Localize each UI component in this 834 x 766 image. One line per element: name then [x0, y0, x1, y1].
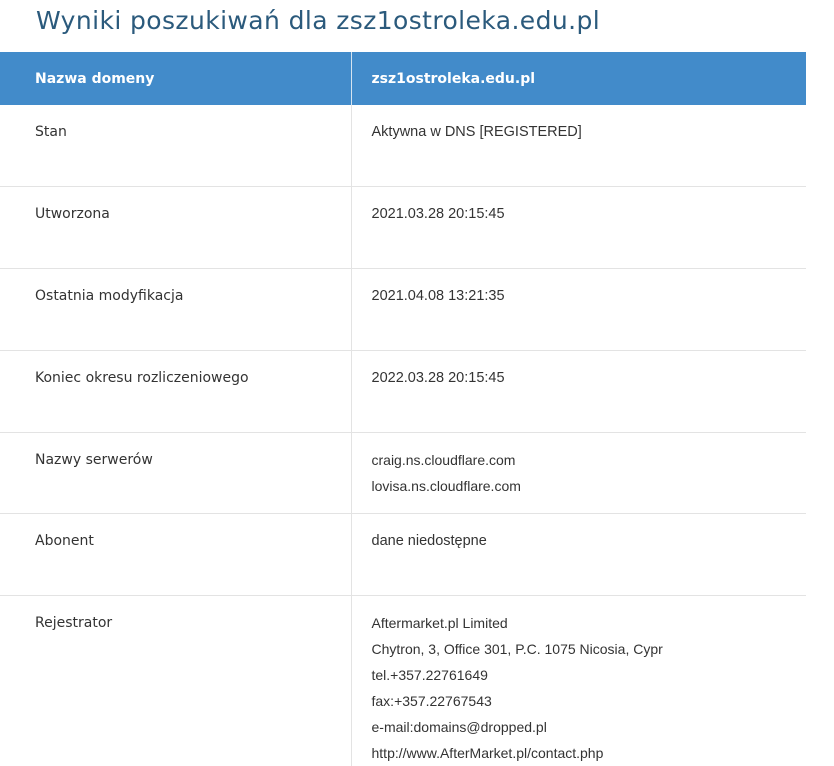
row-label-registrar	[0, 596, 351, 766]
table-row-billing-end	[0, 351, 806, 433]
table-row-status	[0, 105, 806, 187]
row-value-registrant	[351, 514, 806, 596]
row-value-text: dane niedostępne	[372, 528, 807, 554]
nameserver-item: lovisa.ns.cloudflare.com	[372, 473, 807, 499]
row-label-text: Koniec okresu rozliczeniowego	[35, 365, 351, 391]
registrar-contact-url: http://www.AfterMarket.pl/contact.php	[372, 740, 807, 766]
table-row-registrar	[0, 596, 806, 766]
header-key-cell: Nazwa domeny	[0, 52, 351, 105]
row-label-text: Abonent	[35, 528, 351, 554]
row-value-text: 2021.03.28 20:15:45	[372, 201, 807, 227]
row-label-text: Ostatnia modyfikacja	[35, 283, 351, 309]
row-value-text: 2022.03.28 20:15:45	[372, 365, 807, 391]
registrar-address: Chytron, 3, Office 301, P.C. 1075 Nicosia, Cypr	[372, 636, 807, 662]
row-label-text: Utworzona	[35, 201, 351, 227]
registrar-name: Aftermarket.pl Limited	[372, 610, 807, 636]
row-label-status	[0, 105, 351, 187]
row-label-modified	[0, 269, 351, 351]
row-label-registrant	[0, 514, 351, 596]
registrar-fax: fax:+357.22767543	[372, 688, 807, 714]
registrar-email: e-mail:domains@dropped.pl	[372, 714, 807, 740]
row-value-text: 2021.04.08 13:21:35	[372, 283, 807, 309]
table-row-modified	[0, 269, 806, 351]
table-row-nameservers	[0, 433, 806, 514]
header-domain-cell: zsz1ostroleka.edu.pl	[351, 52, 806, 105]
row-value-status	[351, 105, 806, 187]
row-value-billing-end	[351, 351, 806, 433]
row-label-billing-end	[0, 351, 351, 433]
row-value-nameservers	[351, 433, 806, 514]
row-label-text: Stan	[35, 119, 351, 145]
page-title: Wyniki poszukiwań dla zsz1ostroleka.edu.pl	[36, 6, 600, 35]
row-value-text: Aktywna w DNS [REGISTERED]	[372, 119, 807, 145]
row-label-text: Nazwy serwerów	[35, 447, 351, 473]
row-label-nameservers	[0, 433, 351, 514]
row-value-modified	[351, 269, 806, 351]
table-row-registrant	[0, 514, 806, 596]
row-value-created	[351, 187, 806, 269]
table-header-row	[0, 52, 806, 105]
row-label-text: Rejestrator	[35, 610, 351, 636]
whois-results-table	[0, 52, 806, 766]
row-value-registrar	[351, 596, 806, 766]
registrar-phone: tel.+357.22761649	[372, 662, 807, 688]
nameserver-item: craig.ns.cloudflare.com	[372, 447, 807, 473]
row-label-created	[0, 187, 351, 269]
table-row-created	[0, 187, 806, 269]
